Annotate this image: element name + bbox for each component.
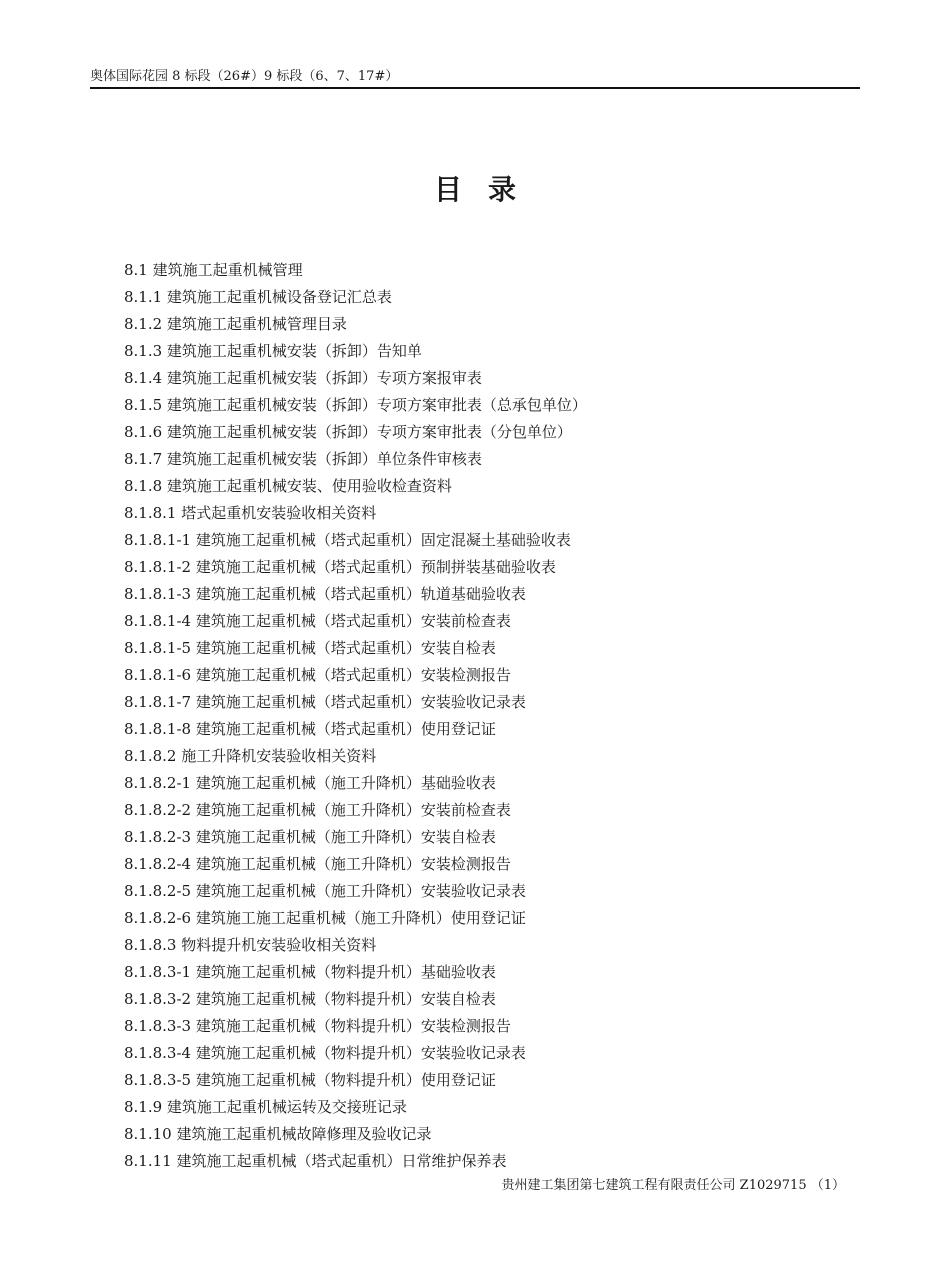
toc-item: 8.1.6 建筑施工起重机械安装（拆卸）专项方案审批表（分包单位） <box>124 423 572 441</box>
toc-item: 8.1.8.1-1 建筑施工起重机械（塔式起重机）固定混凝土基础验收表 <box>124 531 571 549</box>
toc-item: 8.1.8.1-6 建筑施工起重机械（塔式起重机）安装检测报告 <box>124 666 511 684</box>
toc-item: 8.1.8.2-4 建筑施工起重机械（施工升降机）安装检测报告 <box>124 855 511 873</box>
toc-item: 8.1.8.2-6 建筑施工施工起重机械（施工升降机）使用登记证 <box>124 909 526 927</box>
page-footer <box>502 1176 845 1196</box>
footer-text: 贵州建工集团第七建筑工程有限责任公司 Z1029715 （1） <box>501 1178 845 1193</box>
header-text: 奥体国际花园 8 标段（26#）9 标段（6、7、17#） <box>90 69 399 84</box>
toc-item: 8.1.5 建筑施工起重机械安装（拆卸）专项方案审批表（总承包单位） <box>124 396 587 414</box>
toc-item: 8.1.10 建筑施工起重机械故障修理及验收记录 <box>124 1125 432 1143</box>
document-title: 目录 <box>433 173 542 206</box>
toc-item: 8.1.8.1-2 建筑施工起重机械（塔式起重机）预制拼装基础验收表 <box>124 558 556 576</box>
toc-item: 8.1.8.3-4 建筑施工起重机械（物料提升机）安装验收记录表 <box>124 1044 526 1062</box>
toc-item: 8.1.8.2-5 建筑施工起重机械（施工升降机）安装验收记录表 <box>124 882 526 900</box>
toc-item: 8.1.4 建筑施工起重机械安装（拆卸）专项方案报审表 <box>124 369 482 387</box>
page-header <box>90 68 860 89</box>
toc-item: 8.1.8.3-3 建筑施工起重机械（物料提升机）安装检测报告 <box>124 1017 511 1035</box>
toc-item: 8.1 建筑施工起重机械管理 <box>124 261 303 279</box>
toc-item: 8.1.11 建筑施工起重机械（塔式起重机）日常维护保养表 <box>124 1152 507 1170</box>
toc-item: 8.1.8.2-2 建筑施工起重机械（施工升降机）安装前检查表 <box>124 801 511 819</box>
toc-item: 8.1.8.1-7 建筑施工起重机械（塔式起重机）安装验收记录表 <box>124 693 526 711</box>
toc-item: 8.1.1 建筑施工起重机械设备登记汇总表 <box>124 288 392 306</box>
toc-item: 8.1.8 建筑施工起重机械安装、使用验收检查资料 <box>124 477 452 495</box>
toc-item: 8.1.2 建筑施工起重机械管理目录 <box>124 315 347 333</box>
toc-item: 8.1.9 建筑施工起重机械运转及交接班记录 <box>124 1098 407 1116</box>
toc-item: 8.1.8.2 施工升降机安装验收相关资料 <box>124 747 377 765</box>
toc-item: 8.1.8.1-8 建筑施工起重机械（塔式起重机）使用登记证 <box>124 720 496 738</box>
toc-item: 8.1.8.1-5 建筑施工起重机械（塔式起重机）安装自检表 <box>124 639 496 657</box>
toc-item: 8.1.8.3 物料提升机安装验收相关资料 <box>124 936 377 954</box>
toc-item: 8.1.8.2-1 建筑施工起重机械（施工升降机）基础验收表 <box>124 774 496 792</box>
toc-item: 8.1.8.1-3 建筑施工起重机械（塔式起重机）轨道基础验收表 <box>124 585 526 603</box>
toc-item: 8.1.3 建筑施工起重机械安装（拆卸）告知单 <box>124 342 422 360</box>
toc-item: 8.1.8.3-5 建筑施工起重机械（物料提升机）使用登记证 <box>124 1071 496 1089</box>
toc-item: 8.1.8.1 塔式起重机安装验收相关资料 <box>124 504 377 522</box>
toc-item: 8.1.8.1-4 建筑施工起重机械（塔式起重机）安装前检查表 <box>124 612 511 630</box>
table-of-contents <box>124 257 844 1175</box>
toc-item: 8.1.7 建筑施工起重机械安装（拆卸）单位条件审核表 <box>124 450 482 468</box>
toc-item: 8.1.8.3-1 建筑施工起重机械（物料提升机）基础验收表 <box>124 963 496 981</box>
toc-item: 8.1.8.2-3 建筑施工起重机械（施工升降机）安装自检表 <box>124 828 496 846</box>
toc-item: 8.1.8.3-2 建筑施工起重机械（物料提升机）安装自检表 <box>124 990 496 1008</box>
